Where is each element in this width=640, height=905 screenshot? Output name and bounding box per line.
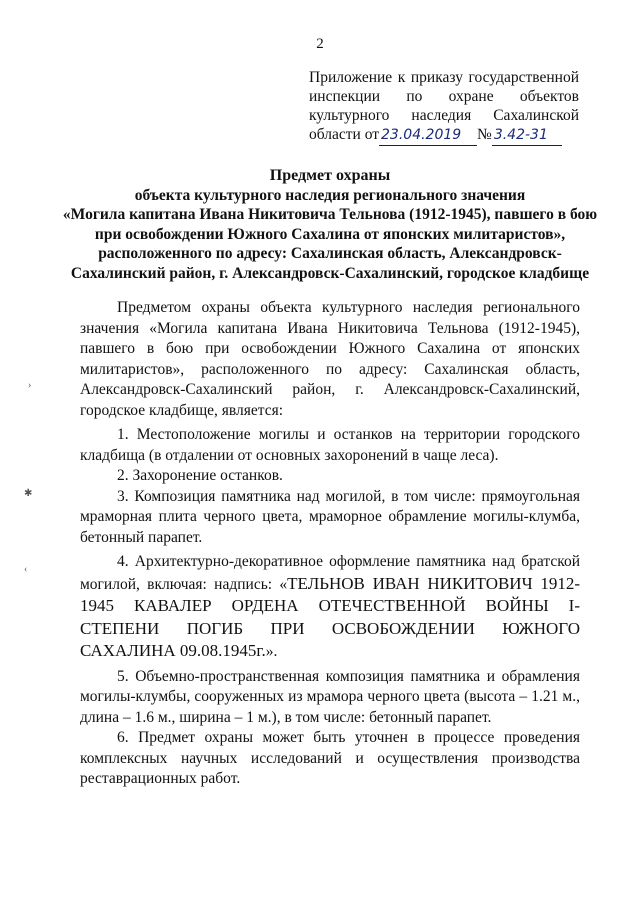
margin-mark: ‹ [24, 564, 28, 575]
intro-paragraph: Предметом охраны объекта культурного наследия регионального значения «Могила капитана Ивана Никитовича Тельнова (1912-1945), павшего в бою при освобождении Южного Сахалина от японских милитаристов», расположенного по адресу: Сахалинская область, Александровск-Сахалинский район, г. Александровск-Сахалинский, городское кладбище, является: [80, 299, 580, 419]
annex-date-prefix: области от [309, 126, 380, 143]
handwritten-date: 23.04.2019 [379, 126, 477, 146]
item-2: 2. Захоронение останков. [117, 467, 283, 484]
annex-line-4 [309, 125, 579, 146]
annex-line-3: культурного наследия Сахалинской [309, 107, 579, 124]
number-sign: № [477, 126, 492, 143]
item-5: 5. Объемно-пространственная композиция памятника и обрамления могилы-клумбы, сооруженных из мрамора черного цвета (высота – 1.21 м., длина – 1.6 м., ширина – 1 м.), в том числе: бетонный парапет. [80, 667, 580, 726]
item-3: 3. Композиция памятника над могилой, в том числе: прямоугольная мраморная плита черного цвета, мраморное обрамление могилы-клумба, бетонный парапет. [80, 487, 580, 546]
title-line-2: объекта культурного наследия регионального значения [134, 186, 526, 204]
item-4-text: 4. Архитектурно-декоративное оформление памятника над братской могилой, включая: надпись: « [80, 553, 580, 593]
page-number: 2 [316, 36, 324, 52]
annex-block [309, 68, 579, 146]
annex-line-1: Приложение к приказу государственной [309, 69, 579, 86]
document-title [62, 166, 598, 283]
item-4-end: ». [265, 643, 278, 660]
item-4 [80, 552, 580, 663]
margin-mark: › [28, 380, 32, 391]
item-6: 6. Предмет охраны может быть уточнен в процессе проведения комплексных научных исследований и осуществления производства реставрационных работ. [80, 729, 580, 787]
item-1: 1. Местоположение могилы и останков на территории городского кладбища (в отдалении от основных захоронений в чаще леса). [80, 426, 580, 464]
handwritten-number: 3.42-31 [492, 126, 562, 146]
annex-line-2: инспекции по охране объектов [309, 88, 579, 105]
title-line-3: «Могила капитана Ивана Никитовича Тельнова (1912-1945), павшего в бою при освобождении Южного Сахалина от японских милитаристов», расположенного по адресу: Сахалинская область, Александровск-Сахалинский район, г. Александровск-Сахалинский, городское кладбище [62, 206, 598, 282]
margin-mark: ✱ [24, 488, 33, 499]
title-line-1: Предмет охраны [269, 167, 391, 184]
document-body [80, 298, 580, 790]
item-4-inscription: ТЕЛЬНОВ ИВАН НИКИТОВИЧ 1912-1945 КАВАЛЕР ОРДЕНА ОТЕЧЕСТВЕННОЙ ВОЙНЫ I-СТЕПЕНИ ПОГИБ ПРИ ОСВОБОЖДЕНИИ ЮЖНОГО САХАЛИНА 09.08.1945г. [80, 573, 580, 660]
